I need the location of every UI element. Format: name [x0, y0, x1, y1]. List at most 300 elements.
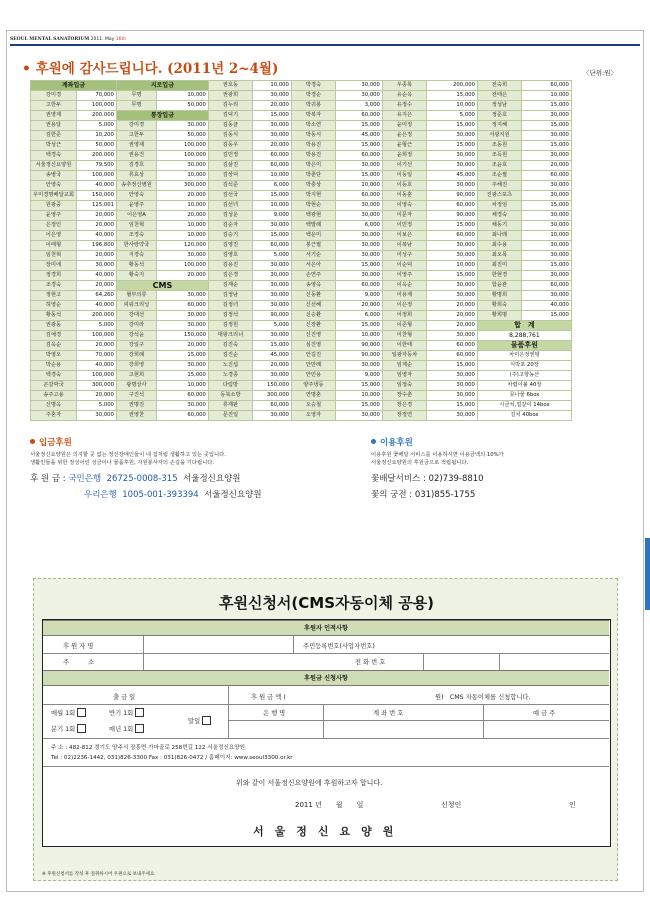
cms-application-form	[33, 578, 618, 881]
donor-name: 김삼진	[208, 161, 252, 171]
donor-name: 김동우	[208, 141, 252, 151]
donor-amount: 30,000	[426, 371, 477, 381]
donor-name: 황희명	[477, 311, 521, 321]
donor-name: 이성구	[382, 251, 426, 261]
donor-name: 이찬형	[382, 331, 426, 341]
edge-tab	[645, 538, 650, 610]
brand: SEOUL MENTAL SANATORIUM	[10, 37, 90, 42]
donor-name: 김누리	[208, 101, 252, 111]
donor-amount: 30,000	[426, 161, 477, 171]
table-row	[31, 281, 572, 291]
donor-name: 권호동	[208, 81, 252, 91]
donor-amount: 15,000	[335, 171, 382, 181]
donor-amount: 20,000	[156, 271, 208, 281]
donor-name: 박영오	[31, 351, 77, 361]
donor-name: 류재판	[208, 401, 252, 411]
donor-name: 정지혜	[477, 121, 521, 131]
donor-amount: 60,000	[156, 391, 208, 401]
donor-name: 임정숙	[382, 381, 426, 391]
donor-amount: 50,000	[156, 131, 208, 141]
donor-name: 이민정	[382, 221, 426, 231]
donor-name: 백경숙	[31, 151, 77, 161]
table-header: CMS	[116, 281, 208, 291]
donor-amount: 10,000	[156, 91, 208, 101]
donor-amount: 10,000	[426, 261, 477, 271]
donor-amount: 20,000	[426, 311, 477, 321]
donor-amount: 30,000	[426, 381, 477, 391]
goods-item: 시금치,얼갈이 14box	[477, 401, 571, 411]
amount-label: 후 원 금 액 (	[251, 694, 286, 701]
donor-name: 박동식	[291, 131, 335, 141]
donor-amount: 20,000	[426, 301, 477, 311]
donor-name: 백경숙	[31, 371, 77, 381]
donor-amount: 15,000	[426, 121, 477, 131]
donor-amount: 10,000	[335, 181, 382, 191]
phone-label: 전 화 번 호	[355, 659, 386, 666]
table-row	[31, 111, 572, 121]
table-row	[31, 91, 572, 101]
donor-name: 조동원	[477, 141, 521, 151]
donor-name: 신장환	[291, 321, 335, 331]
donor-name: 서은아	[291, 261, 335, 271]
monthly-checkbox[interactable]	[77, 708, 86, 717]
donor-amount: 20,000	[76, 251, 116, 261]
donor-amount: 30,000	[252, 121, 291, 131]
donor-amount: 60,000	[335, 111, 382, 121]
table-row	[31, 411, 572, 421]
donor-name: 황숙지	[116, 271, 156, 281]
table-row	[31, 151, 572, 161]
donor-name: 김동균	[208, 121, 252, 131]
table-row	[31, 381, 572, 391]
donor-name: 권영찬	[116, 411, 156, 421]
donor-amount: 15,000	[426, 91, 477, 101]
donor-name: 함윤관	[477, 281, 521, 291]
donor-name: 이복남	[382, 241, 426, 251]
donor-amount: 10,000	[156, 201, 208, 211]
donor-amount: 3,000	[335, 101, 382, 111]
end-of-month-option[interactable]: 말일	[188, 716, 211, 725]
donor-name: 고한두	[116, 131, 156, 141]
donor-name: 이은정	[382, 301, 426, 311]
donor-amount: 30,000	[426, 291, 477, 301]
donor-amount: 10,000	[521, 91, 571, 101]
table-row	[31, 101, 572, 111]
donor-amount: 60,000	[426, 341, 477, 351]
donor-amount: 70,000	[76, 91, 116, 101]
donor-amount: 120,000	[156, 241, 208, 251]
page-title: • 후원에 감사드립니다. (2011년 2~4월)	[22, 61, 279, 77]
donor-name: 류효상	[116, 171, 156, 181]
donor-amount: 30,000	[252, 301, 291, 311]
donor-amount: 60,000	[156, 411, 208, 421]
header-rule	[10, 44, 640, 46]
donor-name: 신선혜	[291, 301, 335, 311]
table-row	[31, 311, 572, 321]
donor-amount: 30,000	[252, 411, 291, 421]
donor-amount: 60,000	[521, 81, 571, 91]
table-row	[31, 241, 572, 251]
donor-name: 김한준	[31, 131, 77, 141]
donor-amount: 20,000	[426, 321, 477, 331]
donor-name: 박경순	[291, 91, 335, 101]
giro-account-1: 후 원 금 : 국민은행 26725-0008-315 서울정신요양원	[30, 474, 241, 484]
flower-delivery-line: 꽃배달서비스 : 02)739-8810	[371, 474, 484, 484]
donor-name: 박복자	[291, 111, 335, 121]
donor-amount: 30,000	[76, 261, 116, 271]
donor-name: 조경숙	[116, 231, 156, 241]
donor-amount: 60,000	[156, 301, 208, 311]
donor-amount: 40,000	[76, 361, 116, 371]
donor-name: 구진석	[116, 391, 156, 401]
donor-name: 백광현	[291, 211, 335, 221]
donor-amount: 196,800	[76, 241, 116, 251]
donor-amount: 15,000	[521, 121, 571, 131]
header-line	[10, 37, 126, 42]
donor-amount: 10,000	[335, 331, 382, 341]
bullet-icon	[371, 439, 376, 444]
donor-name: 박용진	[291, 141, 335, 151]
total-value: 8,288,761	[477, 331, 571, 341]
donor-name: 안영숙	[31, 181, 77, 191]
donor-amount: 30,000	[252, 271, 291, 281]
donor-name: 이준형	[382, 321, 426, 331]
donor-amount: 60,000	[252, 401, 291, 411]
donor-name: 김영호	[208, 251, 252, 261]
giro-desc-1: 서울정신요양원은 의지할 곳 없는 정신장애인들이 내 집처럼 생활하고 있는 곳입니다.	[30, 452, 226, 458]
donor-amount: 70,000	[76, 351, 116, 361]
donor-name: 박성근	[31, 141, 77, 151]
table-header: 통장입금	[116, 111, 208, 121]
donor-amount: 200,000	[76, 111, 116, 121]
donor-name: 오승철	[291, 401, 335, 411]
donor-amount: 40,000	[76, 231, 116, 241]
donor-amount: 30,000	[335, 161, 382, 171]
donor-amount: 45,000	[426, 171, 477, 181]
donor-amount: 15,000	[156, 351, 208, 361]
donor-amount: 9,000	[335, 291, 382, 301]
table-row	[31, 221, 572, 231]
donor-name: 전태은	[477, 91, 521, 101]
donor-name-label: 후 원 자 명	[63, 643, 94, 650]
donor-amount: 20,000	[252, 141, 291, 151]
donor-name: 우미경명배달교회	[31, 191, 77, 201]
donor-amount: 40,000	[521, 301, 571, 311]
goods-item: 차미은정엔탱	[477, 351, 571, 361]
goods-item: 차렵이불 40장	[477, 381, 571, 391]
table-row	[31, 331, 572, 341]
rrn-label: 주민등록번호(사업자번호)	[303, 643, 375, 650]
donor-name: 무명	[116, 101, 156, 111]
donor-name: 김정석	[208, 311, 252, 321]
bullet-icon: •	[22, 61, 31, 77]
donor-name: 강미라	[116, 321, 156, 331]
donor-amount: 30,000	[335, 211, 382, 221]
donor-amount: 15,000	[426, 361, 477, 371]
donor-name: 최수용	[477, 241, 521, 251]
donor-amount: 20,000	[335, 301, 382, 311]
donor-name: 권광동	[31, 321, 77, 331]
donor-amount: 15,000	[426, 141, 477, 151]
donor-name: 이문자	[382, 211, 426, 221]
donor-name: 김영진	[208, 241, 252, 251]
applicant-label: 신청인	[441, 801, 462, 809]
donor-amount: 79,500	[76, 161, 116, 171]
donor-amount: 30,000	[521, 211, 571, 221]
donor-name: 윤미정	[382, 121, 426, 131]
donor-name: 최진미	[477, 261, 521, 271]
donor-amount: 60,000	[252, 151, 291, 161]
donor-amount: 10,000	[156, 231, 208, 241]
donor-name: 강일구	[116, 341, 156, 351]
table-row	[31, 251, 572, 261]
donor-name: 혈부의류	[116, 291, 156, 301]
donor-amount: 15,000	[521, 201, 571, 211]
end-checkbox[interactable]	[202, 716, 211, 725]
donor-name: 박귀봉	[291, 101, 335, 111]
donor-name: 일광자동차	[382, 351, 426, 361]
donor-name: 김재순	[208, 281, 252, 291]
donor-name: 조득원	[477, 151, 521, 161]
donor-name: 한현경	[477, 271, 521, 281]
donor-name: 원광중	[31, 201, 77, 211]
donor-name: 김용진	[208, 261, 252, 271]
donor-amount: 30,000	[521, 181, 571, 191]
donor-amount: 10,000	[335, 391, 382, 401]
donor-amount: 40,000	[76, 271, 116, 281]
table-header: 지로입금	[116, 81, 208, 91]
donor-amount: 90,000	[335, 341, 382, 351]
donor-amount: 30,000	[252, 331, 291, 341]
donor-name: 임계순	[382, 361, 426, 371]
donor-amount: 20,000	[521, 161, 571, 171]
donor-amount: 15,000	[426, 221, 477, 231]
donor-name: 조경숙	[31, 281, 77, 291]
donor-amount: 200,000	[426, 81, 477, 91]
donor-name: 서기순	[291, 251, 335, 261]
donor-name: 대왕크리너	[208, 331, 252, 341]
donor-name: 권용달	[31, 121, 77, 131]
donor-name: 지경숙	[116, 251, 156, 261]
donor-name: 강미경	[116, 121, 156, 131]
donor-name: 장정연	[382, 411, 426, 421]
quarter-option[interactable]: 분기 1회	[51, 724, 86, 733]
donor-name: 장은경	[382, 401, 426, 411]
donor-amount: 30,000	[521, 271, 571, 281]
donor-amount: 30,000	[521, 221, 571, 231]
donor-amount: 30,000	[521, 111, 571, 121]
donor-amount: 5,000	[426, 111, 477, 121]
donor-amount: 20,000	[76, 211, 116, 221]
donor-amount: 30,000	[335, 251, 382, 261]
donor-name: 안만례	[291, 361, 335, 371]
pledge-text: 위와 같이 서울정신요양원에 후원하고자 합니다.	[236, 779, 383, 787]
donor-name: 문진일	[208, 411, 252, 421]
donor-name: 우종록	[382, 81, 426, 91]
table-row	[31, 201, 572, 211]
donor-amount: 100,000	[76, 371, 116, 381]
donor-name: 정경희	[31, 271, 77, 281]
donor-info-header: 후원자 인적사항	[43, 620, 609, 636]
table-row	[31, 321, 572, 331]
donor-amount: 60,000	[426, 231, 477, 241]
donor-name: 신동환	[291, 291, 335, 301]
org-contact: Tel : 02)2236-1442, 031)826-3300 Fax : 031)826-0472 / 홈페이지: www.seoul3300.or.kr	[51, 755, 293, 761]
donor-amount: 150,000	[156, 331, 208, 341]
donor-name: 윤영주	[116, 201, 156, 211]
donor-name: 노진섭	[208, 361, 252, 371]
donor-amount: 100,000	[156, 141, 208, 151]
donor-name: 박은미	[291, 161, 335, 171]
goods-item: 뭇나물 6box	[477, 391, 571, 401]
yearly-checkbox[interactable]	[135, 724, 144, 733]
address-label: 주 소	[63, 659, 95, 666]
bullet-icon	[30, 439, 35, 444]
donor-amount: 40,000	[76, 181, 116, 191]
table-row	[31, 161, 572, 171]
donor-name: 김덕기	[208, 111, 252, 121]
donor-name: 양주냉동	[291, 381, 335, 391]
donor-amount: 30,000	[156, 321, 208, 331]
donor-name: 김옥순	[31, 341, 77, 351]
quarter-checkbox[interactable]	[77, 724, 86, 733]
donor-amount: 10,200	[76, 131, 116, 141]
donor-amount: 150,000	[252, 381, 291, 391]
donor-name: 강미경	[31, 91, 77, 101]
donor-amount: 15,000	[156, 371, 208, 381]
account-number-label: 계 좌 번 호	[373, 710, 404, 717]
donor-amount: 5,000	[252, 251, 291, 261]
donor-amount: 15,000	[335, 121, 382, 131]
donor-amount: 60,000	[521, 171, 571, 181]
donor-name: 김정원	[208, 321, 252, 331]
footnote: ※ 후원신청서를 작성 후 절취하시어 우편으로 보내주세요.	[42, 872, 156, 877]
donor-name: 김정녀	[208, 301, 252, 311]
donor-name: 이순덕	[382, 261, 426, 271]
donor-name: 황명희	[477, 291, 521, 301]
donor-amount: 15,000	[521, 261, 571, 271]
donor-amount: 5,000	[76, 121, 116, 131]
donor-name: 권영재	[31, 111, 77, 121]
donor-amount: 30,000	[335, 411, 382, 421]
donor-name: 서광지원	[477, 131, 521, 141]
donor-amount: 30,000	[252, 91, 291, 101]
form-title: 후원신청서(CMS자동이체 공용)	[218, 594, 435, 612]
half-checkbox[interactable]	[135, 708, 144, 717]
yearly-option[interactable]: 매년 1회	[109, 724, 144, 733]
table-row	[31, 181, 572, 191]
donor-amount: 9,000	[252, 211, 291, 221]
donor-name: 황동석	[116, 261, 156, 271]
donor-name: 윤형근	[382, 141, 426, 151]
donor-amount: 100,000	[76, 101, 116, 111]
table-header: 계좌입금	[31, 81, 117, 91]
donor-name: 조순필	[477, 171, 521, 181]
donor-amount: 30,000	[335, 231, 382, 241]
donor-amount: 90,000	[335, 351, 382, 361]
donor-amount: 60,000	[335, 191, 382, 201]
donor-name: 김선녀	[208, 201, 252, 211]
donor-name: 정현고	[31, 291, 77, 301]
donor-amount: 10,000	[426, 101, 477, 111]
donor-name: 강희례	[116, 351, 156, 361]
donor-name: 진광스포츠	[477, 191, 521, 201]
donor-name: 피워크리닝	[116, 301, 156, 311]
donor-name: 김정남	[208, 291, 252, 301]
donor-name: 안민용	[291, 371, 335, 381]
donor-amount: 30,000	[76, 411, 116, 421]
donor-name: 김진순	[208, 351, 252, 361]
donor-amount: 30,000	[426, 151, 477, 161]
donor-amount: 15,000	[335, 381, 382, 391]
donor-name: 임천혁	[31, 251, 77, 261]
donor-name: 전숙희	[477, 81, 521, 91]
half-option[interactable]: 반기 1회	[109, 708, 144, 717]
donor-name: 은정인	[31, 221, 77, 231]
donor-amount: 300,000	[76, 381, 116, 391]
donor-name: 이동호	[382, 181, 426, 191]
donor-name: 무명	[116, 91, 156, 101]
donor-name: 김예경	[31, 331, 77, 341]
donor-amount: 20,000	[76, 281, 116, 291]
use-desc-2: 서울정신요양원의 후원금으로 적립됩니다.	[371, 460, 469, 466]
unit-label: 〈단위:원〉	[583, 69, 618, 77]
use-desc-1: 이용후원 꽃배달 서비스를 이용하시면 이용금액의 10%가	[371, 452, 504, 458]
donor-amount: 30,000	[156, 291, 208, 301]
donor-amount: 10,000	[252, 81, 291, 91]
donor-name: 최오목	[477, 251, 521, 261]
donor-amount: 10,000	[252, 201, 291, 211]
donor-amount: 30,000	[335, 91, 382, 101]
donor-name: 권광희	[208, 91, 252, 101]
donor-amount: 10,000	[156, 221, 208, 231]
donor-amount: 64,260	[76, 291, 116, 301]
goods-item: 김치 40box	[477, 411, 571, 421]
donor-amount: 30,000	[426, 251, 477, 261]
donor-name: 주해진	[477, 181, 521, 191]
donor-name: 봉근필	[291, 241, 335, 251]
donor-name: 이용제	[382, 291, 426, 301]
donation-info-header: 후원금 신청사항	[43, 670, 609, 686]
table-row	[31, 371, 572, 381]
table-header: 물품후원	[477, 341, 571, 351]
donor-name: 권영재	[116, 141, 156, 151]
donor-name: 박순용	[31, 361, 77, 371]
donor-name: 임천혁	[116, 221, 156, 231]
donor-name: 윤희정	[382, 151, 426, 161]
donor-amount: 100,000	[156, 261, 208, 271]
giro-desc-2: 생활인들을 위한 정성어린 성금이나 물품후원, 자원봉사자의 손길을 기다립니다.	[30, 460, 215, 466]
donor-amount: 20,000	[156, 211, 208, 221]
donor-name: 정준호	[477, 111, 521, 121]
table-row	[31, 191, 572, 201]
donor-amount: 150,000	[76, 191, 116, 201]
donor-name: 이보은	[382, 231, 426, 241]
donor-name: 김동식	[208, 131, 252, 141]
donor-name: 윤은정	[382, 131, 426, 141]
donor-amount: 30,000	[521, 191, 571, 201]
table-row	[31, 361, 572, 371]
donor-amount: 5,000	[76, 321, 116, 331]
donor-amount: 60,000	[335, 151, 382, 161]
donor-name: 송병국	[31, 171, 77, 181]
donor-name: 박춘단	[291, 171, 335, 181]
donor-amount: 15,000	[335, 321, 382, 331]
donor-name: 김선국	[208, 191, 252, 201]
monthly-option[interactable]: 매월 1회	[51, 708, 86, 717]
donor-name: 김석준	[208, 181, 252, 191]
donor-name: 김상덕	[208, 171, 252, 181]
